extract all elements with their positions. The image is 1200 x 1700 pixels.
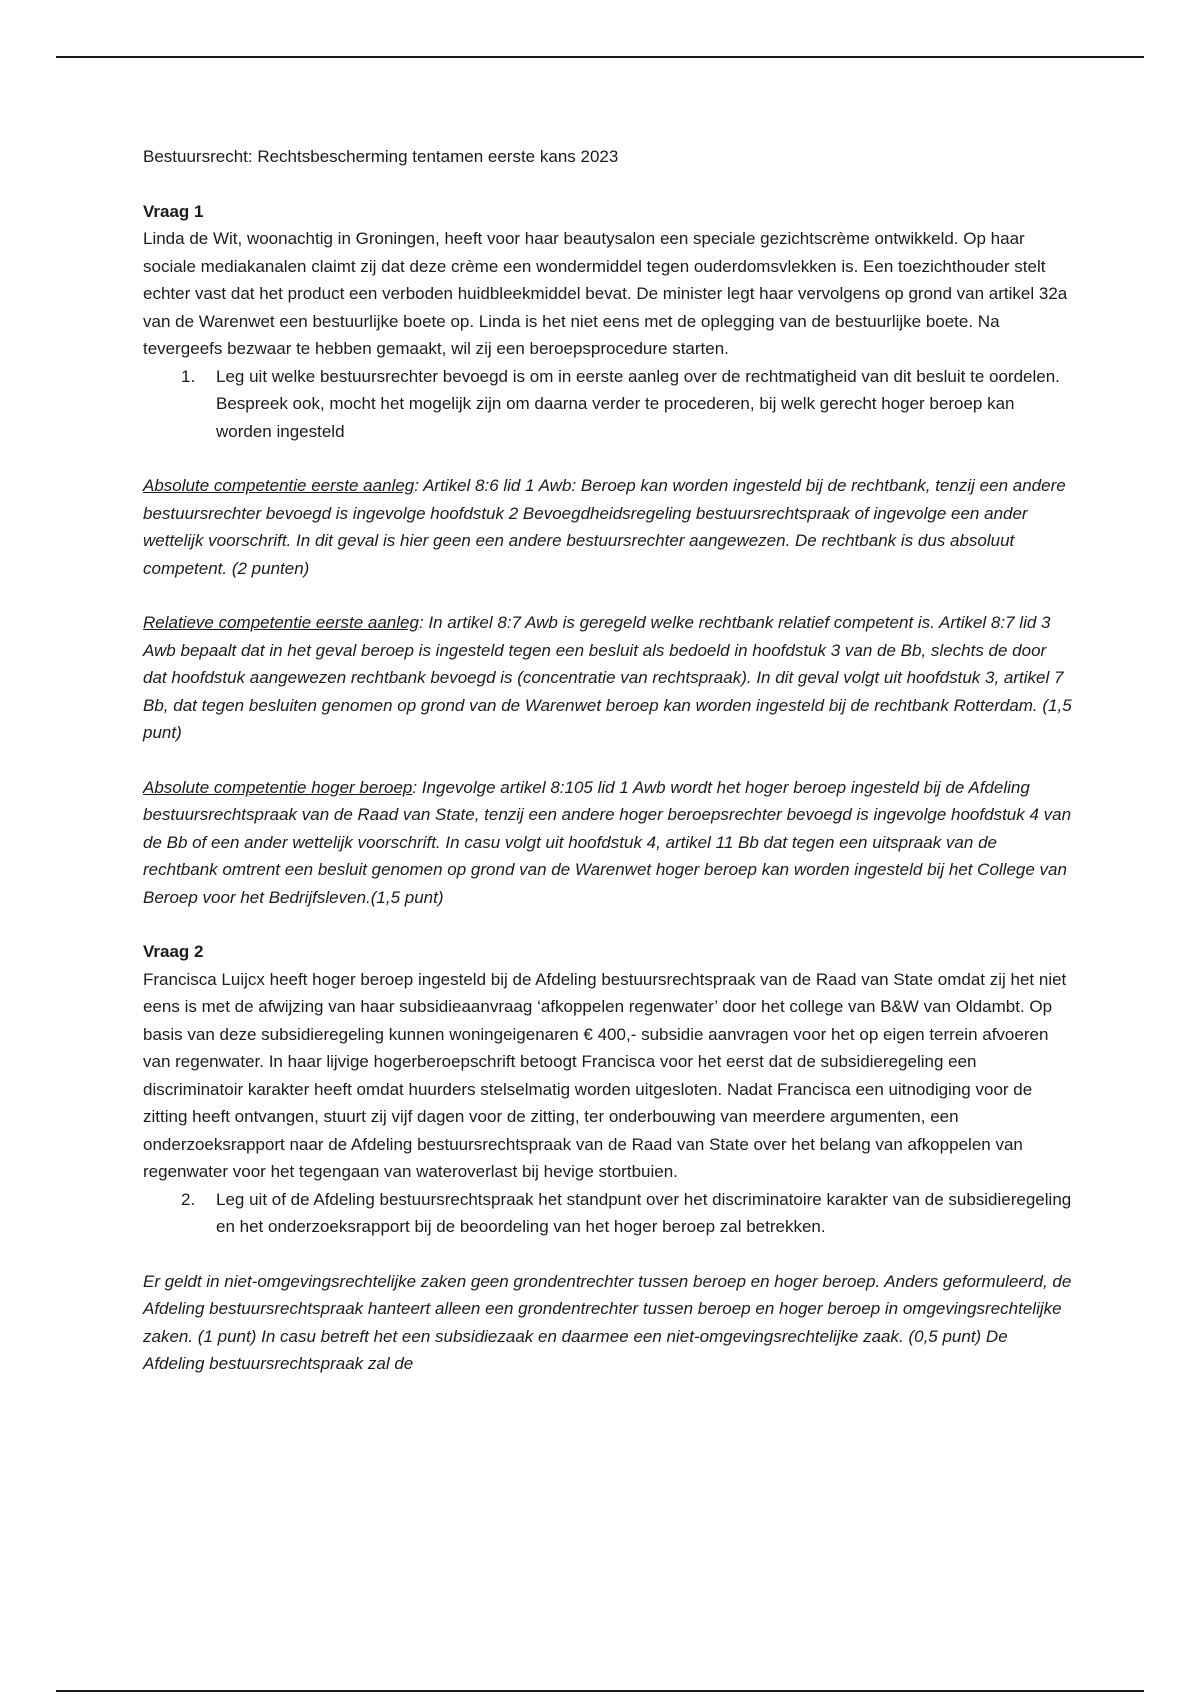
spacer bbox=[143, 445, 1073, 472]
spacer bbox=[143, 911, 1073, 938]
question-2-case-text: Francisca Luijcx heeft hoger beroep ingesteld bij de Afdeling bestuursrechtspraak van de Raad van State omdat zij het niet eens is met de afwijzing van haar subsidieaanvraag ‘afkoppelen regenwater’ door het college van B&W van Oldambt. Op basis van deze subsidieregeling kunnen woningeigenaren € 400,- subsidie aanvragen voor het op eigen terrein afvoeren van regenwater. In haar lijvige hogerberoepschrift betoogt Francisca voor het eerst dat de subsidieregeling een discriminatoir karakter heeft omdat huurders stelselmatig worden uitgesloten. Nadat Francisca een uitnodiging voor de zitting heeft ontvangen, stuurt zij vijf dagen voor de zitting, ter onderbouwing van meerdere argumenten, een onderzoeksrapport naar de Afdeling bestuursrechtspraak van de Raad van State over het belang van afkoppelen van regenwater voor het tegengaan van wateroverlast bij hevige stortbuien. bbox=[143, 969, 1067, 1181]
answer-label: Relatieve competentie eerste aanleg bbox=[143, 613, 419, 632]
document-body bbox=[143, 143, 1073, 1378]
header-rule bbox=[56, 56, 1144, 58]
question-2-heading: Vraag 2 bbox=[143, 942, 204, 961]
spacer bbox=[143, 582, 1073, 609]
question-1-item bbox=[143, 363, 1073, 446]
answer-relative-competence-first-instance bbox=[143, 609, 1073, 747]
document-title: Bestuursrecht: Rechtsbescherming tentamen eerste kans 2023 bbox=[143, 147, 619, 166]
answer-absolute-competence-first-instance bbox=[143, 472, 1073, 582]
question-2-list bbox=[143, 1186, 1073, 1241]
question-1-heading: Vraag 1 bbox=[143, 201, 204, 221]
question-2-item bbox=[143, 1186, 1073, 1241]
answer-text: : Ingevolge artikel 8:105 lid 1 Awb wordt het hoger beroep ingesteld bij de Afdeling bestuursrechtspraak van de Raad van State, tenzij een andere hoger beroepsrechter bevoegd is ingevolge hoofdstuk 4 van de Bb of een ander wettelijk voorschrift. In casu volgt uit hoofdstuk 4, artikel 11 Bb dat tegen een uitspraak van de rechtbank omtrent een besluit genomen op grond van de Warenwet hoger beroep kan worden ingesteld bij het College van Beroep voor het Bedrijfsleven.(1,5 punt) bbox=[143, 777, 1072, 907]
answer-text: : In artikel 8:7 Awb is geregeld welke rechtbank relatief competent is. Artikel 8:7 lid 3 Awb bepaalt dat in het geval beroep is ingesteld tegen een besluit als bedoeld in hoofdstuk 3 van de Bb, slechts de door dat hoofdstuk aangewezen rechtbank bevoegd is (concentratie van rechtspraak). In dit geval volgt uit hoofdstuk 3, artikel 7 Bb, dat tegen besluiten genomen op grond van de Warenwet beroep kan worden ingesteld bij de rechtbank Rotterdam. (1,5 punt) bbox=[143, 613, 1072, 742]
answer-absolute-competence-appeal bbox=[143, 774, 1073, 912]
footer-rule bbox=[56, 1690, 1144, 1692]
question-1-number: 1. bbox=[181, 366, 196, 386]
spacer bbox=[143, 1241, 1073, 1268]
answer-label: Absolute competentie eerste aanleg bbox=[143, 476, 415, 495]
question-2-number: 2. bbox=[181, 1189, 196, 1209]
answer-label: Absolute competentie hoger beroep bbox=[143, 777, 413, 797]
question-1-section bbox=[143, 198, 1073, 939]
question-1-list bbox=[143, 363, 1073, 446]
question-2-text: Leg uit of de Afdeling bestuursrechtspraak het standpunt over het discriminatoire karakter van de subsidieregeling en het onderzoeksrapport bij de beoordeling van het hoger beroep zal betrekken. bbox=[216, 1189, 1072, 1236]
answer-text: : Artikel 8:6 lid 1 Awb: Beroep kan worden ingesteld bij de rechtbank, tenzij een andere bestuursrechter bevoegd is ingevolge hoofdstuk 2 Bevoegdheidsregeling bestuursrechtspraak of ingevolge een ander wettelijk voorschrift. In dit geval is hier geen een andere bestuursrechter aangewezen. De rechtbank is dus absoluut competent. (2 punten) bbox=[143, 476, 1066, 578]
spacer bbox=[143, 171, 1073, 198]
question-2-section bbox=[143, 938, 1073, 1378]
question-1-case-text: Linda de Wit, woonachtig in Groningen, heeft voor haar beautysalon een speciale gezichtscrème ontwikkeld. Op haar sociale mediakanalen claimt zij dat deze crème een wondermiddel tegen ouderdomsvlekken is. Een toezichthouder stelt echter vast dat het product een verboden huidbleekmiddel bevat. De minister legt haar vervolgens op grond van artikel 32a van de Warenwet een bestuurlijke boete op. Linda is het niet eens met de oplegging van de bestuurlijke boete. Na tevergeefs bezwaar te hebben gemaakt, wil zij een beroepsprocedure starten. bbox=[143, 229, 1068, 358]
spacer bbox=[143, 747, 1073, 774]
question-1-text: Leg uit welke bestuursrechter bevoegd is om in eerste aanleg over de rechtmatigheid van dit besluit te oordelen. Bespreek ook, mocht het mogelijk zijn om daarna verder te procederen, bij welk gerecht hoger beroep kan worden ingesteld bbox=[216, 366, 1060, 441]
question-2-answer: Er geldt in niet-omgevingsrechtelijke zaken geen grondentrechter tussen beroep en hoger beroep. Anders geformuleerd, de Afdeling bestuursrechtspraak hanteert alleen een grondentrechter tussen beroep en hoger beroep in omgevingsrechtelijke zaken. (1 punt) In casu betreft het een subsidiezaak en daarmee een niet-omgevingsrechtelijke zaak. (0,5 punt) De Afdeling bestuursrechtspraak zal de bbox=[143, 1271, 1072, 1373]
